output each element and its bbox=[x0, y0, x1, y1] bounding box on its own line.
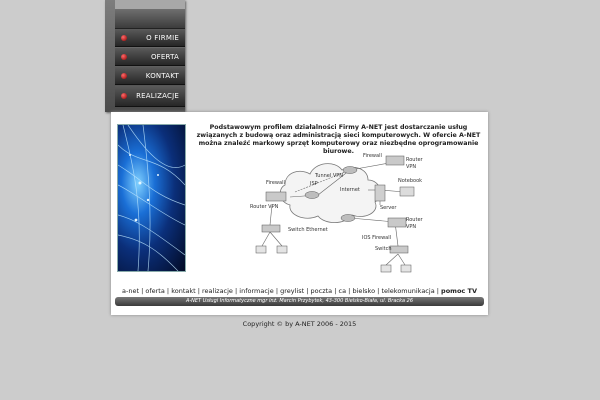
label-server: Server bbox=[380, 205, 397, 211]
server-icon bbox=[375, 185, 385, 201]
footer-link-informacje[interactable]: informacje bbox=[239, 287, 274, 295]
label-router-vpn-left: Router VPN bbox=[250, 204, 279, 210]
footer-nav bbox=[111, 287, 488, 295]
pc-icon bbox=[381, 265, 391, 272]
footer-link-telekomunikacja[interactable]: telekomunikacja bbox=[381, 287, 435, 295]
copyright-text: Copyright © by A-NET 2006 - 2015 bbox=[242, 320, 357, 328]
label-router-vpn-right-2: VPN bbox=[406, 224, 417, 230]
bullet-icon bbox=[121, 93, 127, 99]
pc-icon bbox=[256, 246, 266, 253]
menu-item-o-firmie[interactable] bbox=[115, 29, 185, 47]
footer-link-bielsko[interactable]: bielsko bbox=[352, 287, 376, 295]
pc-icon bbox=[401, 265, 411, 272]
separator: | bbox=[436, 287, 439, 295]
separator: | bbox=[377, 287, 380, 295]
intro-text: Podstawowym profilem działalności Firmy A-NET jest dostarczanie usług związanych z budową oraz administracją sieci komputerowych. W ofercie A-NET można znaleźć markowy sprzęt komputerowy oraz niezbędne oprogramowanie biurowe. bbox=[196, 124, 481, 155]
firewall-left-icon bbox=[266, 192, 286, 201]
separator: | bbox=[166, 287, 170, 295]
label-firewall-left: Firewall bbox=[266, 180, 285, 186]
menu-item-label: O FIRMIE bbox=[146, 34, 179, 42]
separator: | bbox=[235, 287, 238, 295]
menu-item-oferta[interactable] bbox=[115, 48, 185, 66]
footer-link-ca[interactable]: ca bbox=[338, 287, 347, 295]
footer-link-poczta[interactable]: poczta bbox=[310, 287, 333, 295]
switch-right-icon bbox=[390, 246, 408, 253]
notebook-icon bbox=[400, 187, 414, 196]
menu-item-realizacje[interactable] bbox=[115, 86, 185, 107]
footer-link-a-net[interactable]: a-net bbox=[122, 287, 139, 295]
fiber-optic-art bbox=[118, 125, 185, 271]
menu-item-label: REALIZACJE bbox=[136, 92, 179, 100]
label-tunnel-vpn: Tunnel VPN bbox=[315, 173, 344, 179]
separator: | bbox=[197, 287, 200, 295]
label-isp: ISP bbox=[310, 181, 318, 187]
label-router-vpn-right: Router bbox=[406, 217, 423, 223]
separator: | bbox=[275, 287, 279, 295]
router-tunnel-icon bbox=[343, 167, 357, 174]
firewall-top-icon bbox=[386, 156, 404, 165]
label-ios-firewall: IOS Firewall bbox=[362, 235, 392, 241]
router-cloud-icon bbox=[341, 215, 355, 222]
label-firewall-top: Firewall bbox=[363, 153, 382, 159]
address-bar: A-NET Usługi Informatyczne mgr inż. Marcin Przybytek, 43-300 Bielsko-Biała, ul. Bracka 26 bbox=[115, 297, 484, 306]
menu-top-strip bbox=[115, 9, 185, 29]
separator: | bbox=[141, 287, 144, 295]
footer-link-realizacje[interactable]: realizacje bbox=[202, 287, 233, 295]
label-internet: Internet bbox=[340, 187, 360, 193]
footer-link-kontakt[interactable]: kontakt bbox=[171, 287, 196, 295]
switch-ethernet-icon bbox=[262, 225, 280, 232]
menu-item-kontakt[interactable] bbox=[115, 67, 185, 85]
footer-link-oferta[interactable]: oferta bbox=[145, 287, 165, 295]
separator: | bbox=[306, 287, 309, 295]
label-notebook: Notebook bbox=[398, 178, 423, 184]
label-switch-ethernet: Switch Ethernet bbox=[288, 227, 328, 233]
router-right-icon bbox=[388, 218, 406, 227]
bullet-icon bbox=[121, 54, 127, 60]
bullet-icon bbox=[121, 35, 127, 41]
fiber-optic-image bbox=[117, 124, 186, 272]
label-router-vpn-top-2: VPN bbox=[406, 164, 417, 170]
menu-item-label: KONTAKT bbox=[145, 72, 179, 80]
network-diagram bbox=[240, 150, 440, 280]
bullet-icon bbox=[121, 73, 127, 79]
label-switch: Switch bbox=[375, 246, 392, 252]
pc-icon bbox=[277, 246, 287, 253]
footer-link-pomoc-tv[interactable]: pomoc TV bbox=[441, 287, 477, 295]
separator: | bbox=[334, 287, 337, 295]
menu-item-label: OFERTA bbox=[150, 53, 179, 61]
footer-link-greylist[interactable]: greylist bbox=[280, 287, 305, 295]
label-router-vpn-top: Router bbox=[406, 157, 423, 163]
router-isp-icon bbox=[305, 192, 319, 199]
separator: | bbox=[348, 287, 351, 295]
